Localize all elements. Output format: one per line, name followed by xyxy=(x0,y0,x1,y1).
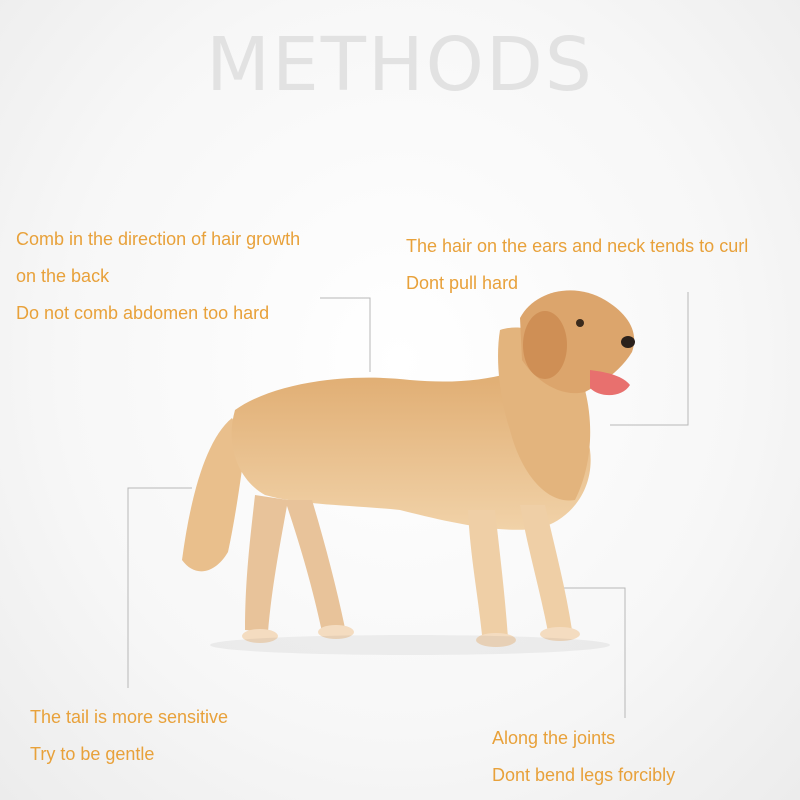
page-title: METHODS xyxy=(206,22,594,108)
annotation-joints-line-2: Dont bend legs forcibly xyxy=(492,765,676,785)
annotation-joints xyxy=(492,720,675,794)
annotation-back-line-3: Do not comb abdomen too hard xyxy=(16,303,270,323)
annotation-ears-line-2: Dont pull hard xyxy=(406,273,519,293)
annotation-joints-line-1: Along the joints xyxy=(492,728,616,748)
dog-shadow xyxy=(210,635,610,655)
annotation-ears xyxy=(406,228,748,302)
annotation-tail-line-1: The tail is more sensitive xyxy=(30,707,229,727)
dog-rear-leg-left xyxy=(245,495,288,632)
dog-nose xyxy=(621,336,635,348)
dog-rear-leg-right xyxy=(285,500,345,632)
dog-tongue xyxy=(590,370,630,395)
annotation-back-line-2: on the back xyxy=(16,266,110,286)
dog-front-leg-right xyxy=(520,505,572,632)
annotation-back-line-1: Comb in the direction of hair growth xyxy=(16,229,301,249)
annotation-back xyxy=(16,221,300,332)
annotation-ears-line-1: The hair on the ears and neck tends to curl xyxy=(406,236,749,256)
dog-ear xyxy=(523,311,567,379)
dog-eye xyxy=(576,319,584,327)
annotation-tail xyxy=(30,699,228,773)
annotation-tail-line-2: Try to be gentle xyxy=(30,744,155,764)
